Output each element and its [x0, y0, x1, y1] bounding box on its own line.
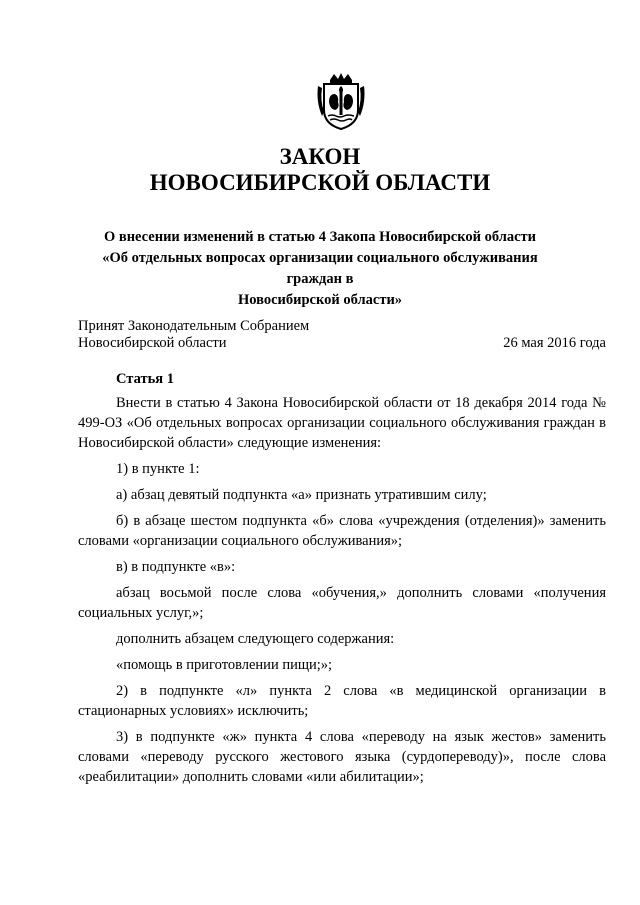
paragraph: а) абзац девятый подпункта «а» признать утратившим силу;: [116, 487, 487, 503]
paragraph: «помощь в приготовлении пищи;»;: [116, 657, 333, 673]
paragraph: абзац восьмой после слова «обучения,» дополнить словами «получения социальных услуг,»;: [78, 585, 606, 621]
paragraph: б) в абзаце шестом подпункта «б» слова «учреждения (отделения)» заменить словами «организации социального обслуживания»;: [78, 513, 606, 549]
paragraph: в) в подпункте «в»:: [116, 559, 236, 575]
subtitle-line: «Об отдельных вопросах организации социального обслуживания граждан в: [102, 250, 538, 287]
law-title: ЗАКОН: [279, 144, 361, 169]
paragraph: Внести в статью 4 Закона Новосибирской области от 18 декабря 2014 года № 499-ОЗ «Об отдельных вопросах организации социального обслуживания граждан в Новосибирской области» следующие изменения:: [78, 395, 606, 451]
paragraph: 2) в подпункте «л» пункта 2 слова «в медицинской организации в стационарных условиях» исключить;: [78, 683, 606, 719]
paragraph: 3) в подпункте «ж» пункта 4 слова «переводу на язык жестов» заменить словами «переводу русского жестового языка (сурдопереводу)», после слова «реабилитации» дополнить словами «или абилитации»;: [78, 729, 606, 785]
adopted-date: 26 мая 2016 года: [503, 335, 606, 351]
paragraph: дополнить абзацем следующего содержания:: [116, 631, 395, 647]
article-heading: Статья 1: [116, 371, 174, 387]
subtitle-line: О внесении изменений в статью 4 Закопа Новосибирской области: [103, 229, 537, 245]
adopted-by-line1: Принят Законодательным Собранием: [78, 318, 310, 334]
law-subtitle: [82, 227, 558, 311]
adopted-by-line2: Новосибирской области: [78, 335, 227, 351]
region-title: НОВОСИБИРСКОЙ ОБЛАСТИ: [149, 170, 491, 195]
article-body: [78, 393, 606, 793]
paragraph: 1) в пункте 1:: [116, 461, 200, 477]
coat-of-arms-icon: [316, 72, 366, 130]
subtitle-line: Новосибирской области»: [237, 292, 403, 308]
